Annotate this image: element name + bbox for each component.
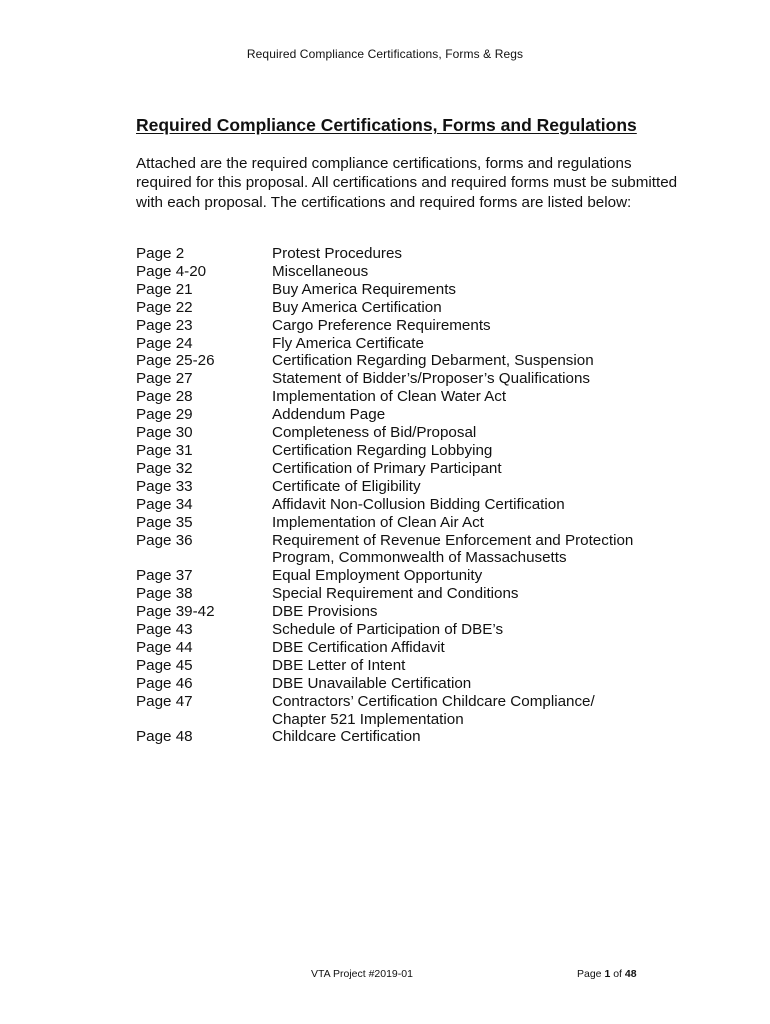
item-title-line: Schedule of Participation of DBE’s — [272, 621, 504, 639]
item-title-line: DBE Provisions — [272, 603, 378, 621]
page-of: of — [610, 968, 625, 980]
item-title — [272, 478, 696, 496]
page-reference: Page 43 — [136, 621, 193, 639]
running-header: Required Compliance Certifications, Forms & Regs — [246, 47, 524, 61]
item-title-line: Childcare Certification — [272, 728, 421, 746]
item-title — [272, 603, 696, 621]
list-item — [136, 585, 696, 603]
page-reference: Page 30 — [136, 424, 193, 442]
item-title-line: Special Requirement and Conditions — [272, 585, 519, 603]
intro-line: with each proposal. The certifications and required forms are listed below: — [136, 193, 632, 211]
item-title-line: Certification Regarding Debarment, Suspension — [272, 352, 594, 370]
item-title-line: Certificate of Eligibility — [272, 477, 421, 495]
list-item — [136, 370, 696, 388]
item-title-line: Program, Commonwealth of Massachusetts — [272, 549, 567, 567]
page-reference: Page 25-26 — [136, 352, 215, 370]
page-reference: Page 38 — [136, 585, 193, 603]
item-title — [272, 352, 696, 370]
item-title-line: Statement of Bidder’s/Proposer’s Qualifications — [272, 370, 590, 388]
page-reference: Page 21 — [136, 280, 193, 298]
list-item — [136, 281, 696, 299]
list-item — [136, 442, 696, 460]
list-item — [136, 675, 696, 693]
item-title-line: Implementation of Clean Air Act — [272, 513, 484, 531]
list-item — [136, 478, 696, 496]
current-page: 1 — [604, 968, 611, 980]
list-item — [136, 728, 696, 746]
item-title-line: Fly America Certificate — [272, 334, 424, 352]
footer-page-number — [577, 967, 637, 981]
item-title — [272, 406, 696, 424]
list-item — [136, 424, 696, 442]
page-reference: Page 28 — [136, 388, 193, 406]
total-pages: 48 — [624, 968, 637, 980]
item-title-line: Requirement of Revenue Enforcement and Protection — [272, 531, 634, 549]
page-reference: Page 44 — [136, 638, 193, 656]
list-item — [136, 639, 696, 657]
item-title-line: Buy America Certification — [272, 298, 442, 316]
list-item — [136, 388, 696, 406]
footer-project: VTA Project #2019-01 — [311, 968, 413, 980]
intro-paragraph — [136, 154, 696, 212]
item-title — [272, 424, 696, 442]
item-title — [272, 388, 696, 406]
item-title — [272, 442, 696, 460]
page-reference: Page 37 — [136, 567, 193, 585]
item-title-line: DBE Letter of Intent — [272, 656, 406, 674]
item-title — [272, 532, 696, 568]
item-title-line: Miscellaneous — [272, 262, 369, 280]
page-reference: Page 45 — [136, 656, 193, 674]
item-title-line: Buy America Requirements — [272, 280, 457, 298]
item-title-line: Protest Procedures — [272, 245, 402, 262]
item-title — [272, 263, 696, 281]
page-reference: Page 31 — [136, 441, 193, 459]
list-item — [136, 299, 696, 317]
page-reference: Page 27 — [136, 370, 193, 388]
item-title — [272, 460, 696, 478]
page-reference: Page 36 — [136, 531, 193, 549]
list-item — [136, 317, 696, 335]
item-title — [272, 621, 696, 639]
list-item — [136, 335, 696, 353]
page-prefix: Page — [577, 968, 605, 980]
item-title-line: Contractors’ Certification Childcare Compliance/ — [272, 692, 595, 710]
document-title: Required Compliance Certifications, Forms and Regulations — [136, 115, 637, 135]
list-item — [136, 657, 696, 675]
list-item — [136, 245, 696, 263]
list-item — [136, 603, 696, 621]
list-item — [136, 406, 696, 424]
intro-line: Attached are the required compliance certifications, forms and regulations — [136, 155, 632, 172]
item-title-line: Addendum Page — [272, 406, 386, 424]
list-item — [136, 532, 696, 568]
item-title — [272, 675, 696, 693]
item-title — [272, 245, 696, 263]
page-reference: Page 48 — [136, 728, 193, 746]
page-reference: Page 32 — [136, 459, 193, 477]
item-title — [272, 657, 696, 675]
item-title-line: Certification of Primary Participant — [272, 459, 502, 477]
page-reference: Page 24 — [136, 334, 193, 352]
page-reference: Page 4-20 — [136, 262, 207, 280]
item-title-line: Equal Employment Opportunity — [272, 567, 483, 585]
page-reference: Page 47 — [136, 692, 193, 710]
item-title-line: Cargo Preference Requirements — [272, 316, 491, 334]
item-title — [272, 335, 696, 353]
item-title-line: Implementation of Clean Water Act — [272, 388, 507, 406]
page-reference: Page 34 — [136, 495, 193, 513]
page-reference: Page 46 — [136, 674, 193, 692]
item-title — [272, 693, 696, 729]
page-reference: Page 22 — [136, 298, 193, 316]
item-title — [272, 728, 696, 746]
list-item — [136, 352, 696, 370]
item-title — [272, 514, 696, 532]
item-title — [272, 317, 696, 335]
item-title-line: DBE Certification Affidavit — [272, 638, 445, 656]
list-item — [136, 514, 696, 532]
item-title-line: Completeness of Bid/Proposal — [272, 424, 477, 442]
item-title — [272, 639, 696, 657]
certification-list — [136, 245, 696, 746]
item-title — [272, 496, 696, 514]
item-title — [272, 281, 696, 299]
intro-line: required for this proposal. All certifications and required forms must be submitted — [136, 174, 678, 192]
list-item — [136, 263, 696, 281]
page-reference: Page 23 — [136, 316, 193, 334]
item-title-line: Certification Regarding Lobbying — [272, 441, 493, 459]
list-item — [136, 460, 696, 478]
item-title-line: DBE Unavailable Certification — [272, 674, 472, 692]
list-item — [136, 693, 696, 729]
page-reference: Page 39-42 — [136, 603, 215, 621]
item-title-line: Affidavit Non-Collusion Bidding Certification — [272, 495, 565, 513]
page-reference: Page 29 — [136, 406, 193, 424]
list-item — [136, 567, 696, 585]
item-title — [272, 299, 696, 317]
item-title — [272, 585, 696, 603]
list-item — [136, 621, 696, 639]
list-item — [136, 496, 696, 514]
item-title-line: Chapter 521 Implementation — [272, 710, 464, 728]
page-reference: Page 35 — [136, 513, 193, 531]
page-reference: Page 2 — [136, 245, 185, 262]
page-reference: Page 33 — [136, 477, 193, 495]
item-title — [272, 370, 696, 388]
item-title — [272, 567, 696, 585]
